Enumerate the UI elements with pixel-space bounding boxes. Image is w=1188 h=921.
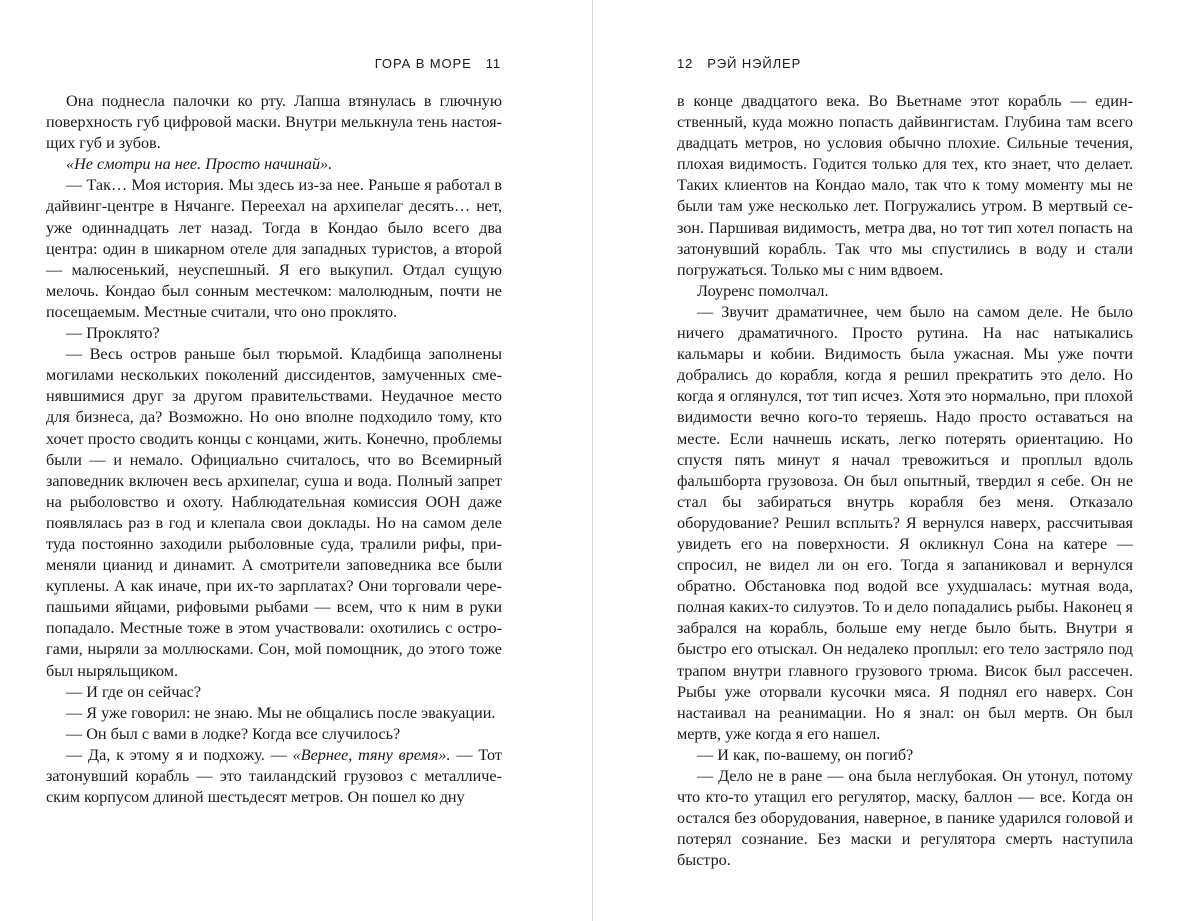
- paragraph: — Проклято?: [66, 324, 160, 343]
- paragraph: — Весь остров раньше был тюрьмой. Кладбища заполнены могилами нескольких поколений диссидентов, замученных сменявшимися друг за другом правительствами. Неудачное место для бизнеса, да? Возможно. Но оно вполне подходило тому, кто хочет просто сводить концы с концами, жить. Конечно, проблемы были — и немало. Официально считалось, что во Всемирный заповедник включен весь архипелаг, суша и вода. Полный запрет на рыболовство и охоту. Наблюдательная комиссия ООН даже появлялась раз в год и клепала свои доклады. Но на самом деле туда постоянно заходили рыболовные суда, тралили рифы, применяли цианид и динамит. А смотрители заповедника все были куплены. А как иначе, при их-то зарплатах? Они торговали черепашьими яйцами, рифовыми рыбами — всем, что к ним в руки попадало. Местные тоже в этом участвовали: охотились с острогами, ныряли за моллюсками. Сон, мой помощник, до этого тоже был ныряльщиком.: [46, 345, 502, 680]
- paragraph: — И где он сейчас?: [66, 682, 202, 701]
- running-head-right: [677, 56, 801, 71]
- paragraph: — Я уже говорил: не знаю. Мы не общались после эвакуации.: [66, 703, 496, 722]
- paragraph: — Дело не в ране — она была неглубокая. Он утонул, потому что кто-то утащил его регулятор, маску, баллон — все. Когда он остался без оборудования, наверное, в панике ударился головой и потерял сознание. Без маски и регулятора смерть наступила быстро.: [677, 767, 1133, 870]
- paragraph: [46, 154, 502, 175]
- right-page-text: [677, 91, 1133, 871]
- right-page: [593, 0, 1188, 921]
- inner-thought: «Вернее, тяну время».: [292, 745, 451, 764]
- book-title: ГОРА В МОРЕ: [374, 56, 472, 71]
- inner-thought: «Не смотри на нее. Просто начинай».: [66, 155, 333, 174]
- page-number-left: 11: [485, 56, 501, 71]
- author-name: РЭЙ НЭЙЛЕР: [707, 56, 802, 71]
- paragraph: Она поднесла палочки ко рту. Лапша втянулась в глючную поверхность губ цифровой маски. Внутри мелькнула тень настоящих губ и зубов.: [46, 92, 502, 153]
- dialogue-text: — Да, к этому я и подхожу. —: [66, 745, 293, 764]
- page-number-right: 12: [677, 56, 694, 71]
- paragraph: [46, 745, 502, 808]
- dialogue-text: — Тот затонувший корабль — это таиландский грузовоз с металлическим корпусом длиной шестьдесят метров. Он пошел ко дну: [46, 745, 503, 807]
- running-head-left: [375, 56, 501, 71]
- left-page-text: [46, 91, 502, 808]
- left-page: [0, 0, 593, 921]
- paragraph: в конце двадцатого века. Во Вьетнаме этот корабль — единственный, куда можно попасть дайвингистам. Глубина там всего двадцать метров, но условия обычно плохие. Сильные течения, плохая видимость. Годится только для тех, кто знает, что делает. Таких клиентов на Кондао мало, так что к тому моменту мы не были там уже несколько лет. Погружались утром. В мертвый сезон. Паршивая видимость, метра два, но тот тип хотел попасть на затонувший корабль. Так что мы спустились в воду и стали погружаться. Только мы с ним вдвоем.: [677, 92, 1133, 279]
- paragraph: — И как, по-вашему, он погиб?: [697, 745, 914, 764]
- paragraph: Лоуренс помолчал.: [697, 281, 829, 300]
- paragraph: — Звучит драматичнее, чем было на самом деле. Не было ничего драматичного. Просто рутина. На нас натыкались кальмары и кобии. Видимость была ужасная. Мы уже почти добрались до корабля, когда я решил прекратить это дело. Но когда я оглянулся, тот тип исчез. Хотя это нормально, при плохой видимости вечно кого-то теряешь. Надо просто оставаться на месте. Если начнешь искать, легко потерять ориентацию. Но спустя пять минут я начал тревожиться и проплыл вдоль фальшборта грузовоза. Он был опытный, твердил я себе. Он не стал бы забираться внутрь корабля без меня. Отказало оборудование? Решил всплыть? Я вернулся наверх, рассчитывая увидеть его на поверхности. Я окликнул Сона на катере — спросил, не видел ли он его. Тогда я запаниковал и вернулся обратно. Обстановка под водой все ухудшалась: мутная вода, полная каких-то силуэтов. То и дело попадались рыбы. Наконец я забрался на корабль, больше ему негде было быть. Внутри я быстро его отыскал. Он недалеко проплыл: его тело застряло под трапом внутри главного грузового трюма. Висок был рассечен. Рыбы уже оторвали кусочки мяса. Я поднял его наверх. Сон настаивал на реанимации. Но я знал: он был мертв. Он был мертв, уже когда я его нашел.: [677, 302, 1133, 743]
- paragraph: — Так… Моя история. Мы здесь из-за нее. Раньше я работал в дайвинг-центре в Нячанге. Переехал на архипелаг десять… нет, уже одиннадцать лет назад. Тогда в Кондао было всего два центра: один в шикарном отеле для западных туристов, а второй — малюсенький, неуспешный. Я его выкупил. Отдал сущую мелочь. Кондао был сонным местечком: малолюдным, почти не посещаемым. Местные считали, что оно проклято.: [46, 176, 502, 321]
- paragraph: — Он был с вами в лодке? Когда все случилось?: [66, 724, 401, 743]
